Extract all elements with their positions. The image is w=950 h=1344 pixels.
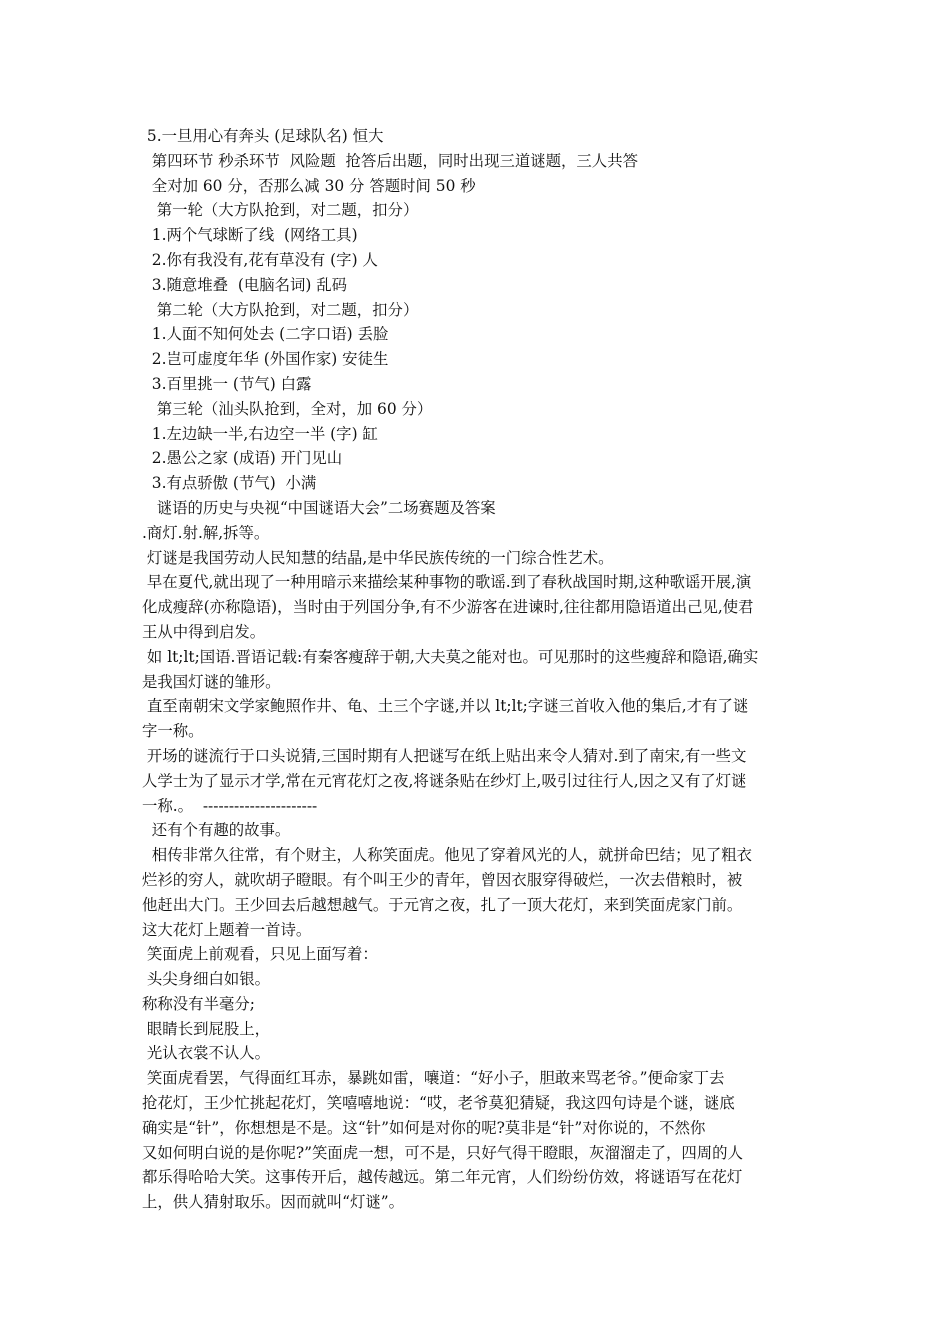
round-heading: 第一轮（大方队抢到，对二题，扣分） <box>142 201 419 220</box>
text-paragraph: 如 lt;lt;国语.晋语记载:有秦客瘦辞于朝,大夫莫之能对也。可见那时的这些瘦辞和隐语,确实 是我国灯谜的雏形。 <box>142 647 759 691</box>
riddle-line: 3.百里挑一 (节气) 白露 <box>142 374 312 393</box>
riddle-line: 2.岂可虚度年华 (外国作家) 安徒生 <box>142 350 389 369</box>
text-paragraph: 相传非常久往常，有个财主，人称笑面虎。他见了穿着风光的人，就拼命巴结；见了粗衣 烂衫的穷人，就吹胡子瞪眼。有个叫王少的青年，曾因衣服穿得破烂，一次去借粮时，被 他赶出大门。王少回去后越想越气。于元宵之夜，扎了一顶大花灯，来到笑面虎家门前。 这大花灯上题着一首诗。 <box>142 846 753 939</box>
round-heading: 第二轮（大方队抢到，对二题，扣分） <box>142 300 419 319</box>
text-paragraph: 开场的谜流行于口头说猜,三国时期有人把谜写在纸上贴出来令人猜对.到了南宋,有一些文 人学士为了显示才学,常在元宵花灯之夜,将谜条贴在纱灯上,吸引过往行人,因之又有了灯谜 一称.。 ---------------------- <box>142 746 747 815</box>
poem-line: 眼睛长到屁股上， <box>142 1019 271 1038</box>
poem-line: 称称没有半毫分; <box>142 994 255 1013</box>
poem-line: 头尖身细白如银。 <box>142 970 271 989</box>
story-intro: 还有个有趣的故事。 <box>142 821 291 840</box>
article-title: 谜语的历史与央视“中国谜语大会”二场赛题及答案 <box>142 498 496 517</box>
section-heading: 第四环节 秒杀环节 风险题 抢答后出题，同时出现三道谜题，三人共答 <box>142 151 638 170</box>
text-paragraph: 灯谜是我国劳动人民知慧的结晶,是中华民族传统的一门综合性艺术。 <box>142 548 614 567</box>
riddle-line: 2.愚公之家 (成语) 开门见山 <box>142 449 343 468</box>
text-paragraph: 笑面虎上前观看，只见上面写着： <box>142 945 378 964</box>
riddle-line: 5.一旦用心有奔头 (足球队名) 恒大 <box>142 127 384 145</box>
text-paragraph: 直至南朝宋文学家鲍照作井、龟、土三个字谜,并以 lt;lt;字谜三首收入他的集后,才有了谜 字一称。 <box>142 697 749 741</box>
riddle-line: 2.你有我没有,花有草没有 (字) 人 <box>142 250 378 269</box>
text-paragraph: 早在夏代,就出现了一种用暗示来描绘某种事物的歌谣.到了春秋战国时期,这种歌谣开展,演 化成瘦辞(亦称隐语)，当时由于列国分争,有不少游客在进谏时,往往都用隐语道出己见,使君 王从中得到启发。 <box>142 573 754 641</box>
round-heading: 第三轮（汕头队抢到，全对，加 60 分） <box>142 399 433 418</box>
riddle-line: 1.两个气球断了线 (网络工具) <box>142 226 358 245</box>
text-paragraph: 笑面虎看罢，气得面红耳赤，暴跳如雷，嚷道：“好小子，胆敢来骂老爷。”便命家丁去 抢花灯，王少忙挑起花灯，笑嘻嘻地说：“哎，老爷莫犯猜疑，我这四句诗是个谜，谜底 确实是“针”，你想想是不是。这“针”如何是对你的呢?莫非是“针”对你说的，不然你 又如何明白说的是你呢?”笑面虎一想，可不是，只好气得干瞪眼，灰溜溜走了，四周的人 都乐得哈哈大笑。这事传开后，越传越远。第二年元宵，人们纷纷仿效，将谜语写在花灯 上，供人猜射取乐。因而就叫“灯谜”。 <box>142 1069 743 1212</box>
riddle-line: 1.人面不知何处去 (二字口语) 丢脸 <box>142 325 389 344</box>
riddle-line: 3.随意堆叠 (电脑名词) 乱码 <box>142 275 348 294</box>
riddle-line: 1.左边缺一半,右边空一半 (字) 缸 <box>142 424 378 443</box>
rule-line: 全对加 60 分，否那么减 30 分 答题时间 50 秒 <box>142 176 476 195</box>
document-body <box>142 124 814 1215</box>
riddle-line: 3.有点骄傲 (节气) 小满 <box>142 474 317 493</box>
poem-line: 光认衣裳不认人。 <box>142 1044 271 1063</box>
text-paragraph: .商灯.射.解,拆等。 <box>142 523 270 542</box>
